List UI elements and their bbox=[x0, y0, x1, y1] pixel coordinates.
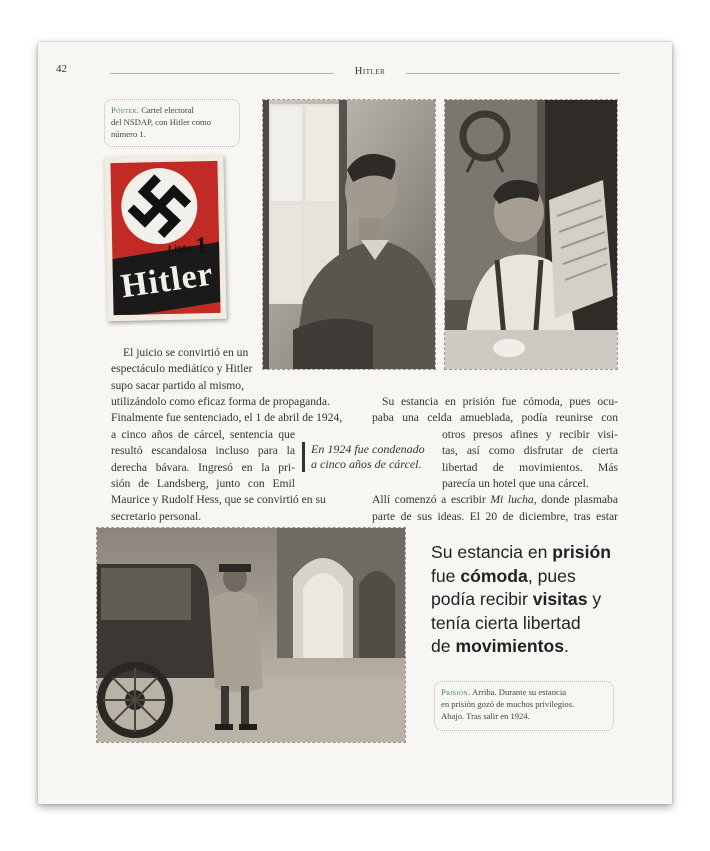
body-left-line-3: supo sacar partido al mismo, bbox=[111, 378, 244, 392]
highlight-quote-line-3: podía recibir visitas y bbox=[431, 589, 602, 609]
body-right-line-5: libertad de movimientos. Más bbox=[442, 460, 618, 474]
body-left-line-4: utilizándolo como eficaz forma de propaganda. bbox=[111, 395, 330, 408]
prison-caption-line-2: en prisión gozó de muchos privilegios. bbox=[441, 699, 575, 709]
header-rule-left bbox=[110, 73, 334, 74]
photo-reading-newspaper bbox=[444, 99, 618, 370]
book-page bbox=[38, 42, 672, 804]
highlight-quote-line-4: tenía cierta libertad bbox=[431, 612, 581, 633]
body-left-line-11: secretario personal. bbox=[111, 509, 202, 523]
poster-caption-lead: Póster. bbox=[111, 105, 140, 115]
body-left-top bbox=[111, 345, 257, 394]
body-left-line-5: Finalmente fue sentenciado, el 1 de abril de 1924, bbox=[111, 411, 343, 425]
body-right-line-4: tas, así como disfrutar de cierta bbox=[442, 444, 618, 458]
page-number: 42 bbox=[56, 63, 67, 75]
running-title: Hitler bbox=[354, 66, 386, 77]
prison-caption-line-1: Arriba. Durante su estancia bbox=[472, 687, 567, 697]
prison-caption-lead: Prisión. bbox=[441, 687, 471, 697]
body-left-line-10: Maurice y Rudolf Hess, que se convirtió en su bbox=[111, 493, 326, 507]
poster-caption-text-1: Cartel electoral bbox=[141, 105, 194, 115]
poster-caption-text-2: del NSDAP, con Hitler como bbox=[111, 117, 212, 127]
body-right-line-7: Allí comenzó a escribir Mi lucha, donde plasmaba bbox=[372, 493, 618, 507]
highlight-quote-line-5: de movimientos. bbox=[431, 636, 569, 656]
highlight-quote bbox=[431, 541, 667, 659]
poster-name: Hitler bbox=[118, 255, 216, 306]
body-right bbox=[372, 394, 618, 525]
poster-list-label: Liste bbox=[168, 243, 192, 255]
highlight-quote-line-1: Su estancia en prisión bbox=[431, 542, 611, 562]
body-right-line-8: parte de sus ideas. El 20 de diciembre, tras estar bbox=[372, 509, 618, 523]
body-left-line-6: a cinco años de cárcel, sentencia que bbox=[111, 427, 295, 441]
body-right-line-1: Su estancia en prisión fue cómoda, pues ocu- bbox=[382, 395, 618, 408]
poster-list-number: 1 bbox=[194, 233, 208, 260]
pull-quote-line-2: a cinco años de cárcel. bbox=[311, 457, 422, 471]
prison-caption bbox=[434, 681, 614, 731]
body-left-line-8: derecha bávara. Ingresó en la pri- bbox=[111, 460, 295, 474]
election-poster bbox=[104, 155, 226, 321]
body-left-line-9: sión de Landsberg, junto con Emil bbox=[111, 477, 295, 491]
swastika-icon bbox=[121, 167, 199, 245]
body-right-line-3: otros presos afines y recibir visi- bbox=[442, 427, 618, 441]
body-left-line-2: espectáculo mediático y Hitler bbox=[111, 362, 253, 376]
header-rule-right bbox=[406, 73, 620, 74]
poster-caption-text-3: número 1. bbox=[111, 129, 146, 139]
body-right-line-2: paba una celda amueblada, podía reunirse con bbox=[372, 411, 618, 425]
highlight-quote-line-2: fue cómoda, pues bbox=[431, 565, 576, 586]
prison-caption-line-3: Abajo. Tras salir en 1924. bbox=[441, 711, 530, 721]
body-left-line-1: El juicio se convirtió en un bbox=[123, 346, 249, 359]
book-title-mi-lucha: Mi lucha bbox=[490, 493, 534, 507]
photo-car-release bbox=[96, 527, 406, 743]
body-left-line-7: resultó escandalosa incluso para la bbox=[111, 444, 295, 458]
pull-quote-line-1: En 1924 fue condenado bbox=[311, 442, 425, 456]
swastika-disc bbox=[121, 167, 199, 245]
body-right-line-6: parecía un hotel que una cárcel. bbox=[442, 477, 589, 491]
photo-window-portrait bbox=[262, 99, 436, 370]
poster-caption bbox=[104, 99, 240, 147]
